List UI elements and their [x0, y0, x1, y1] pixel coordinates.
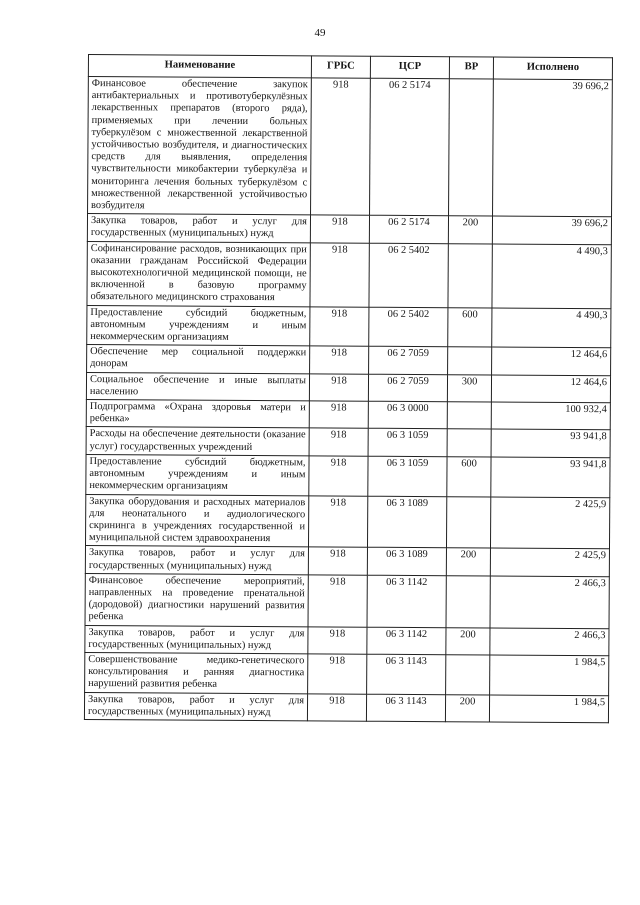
- row-grbs-cell: 918: [309, 401, 368, 429]
- row-executed-cell: 2 466,3: [490, 576, 609, 629]
- row-executed-cell: 93 941,8: [491, 457, 610, 497]
- table-row: [86, 427, 610, 458]
- row-grbs-cell: 918: [310, 243, 369, 307]
- header-csr: ЦСР: [370, 56, 449, 78]
- row-csr-cell: 06 3 1089: [367, 548, 446, 576]
- table-row: [85, 494, 609, 549]
- row-executed-cell: 2 425,9: [490, 496, 609, 549]
- row-vr-cell: 200: [446, 627, 490, 655]
- row-csr-cell: 06 3 1089: [367, 496, 446, 548]
- row-name-cell: Обеспечение мер социальной поддержки донорам: [87, 345, 310, 374]
- row-vr-cell: [446, 496, 490, 548]
- row-name-cell: Закупка товаров, работ и услуг для государственных (муниципальных) нужд: [87, 214, 310, 243]
- table-row: [85, 652, 609, 695]
- row-name-cell: Совершенствование медико-генетического консультирования и ранняя диагностика нарушений развития ребенка: [85, 652, 308, 693]
- row-grbs-cell: 918: [308, 495, 367, 547]
- row-vr-cell: 600: [447, 457, 491, 497]
- table-row: [86, 454, 610, 497]
- row-executed-cell: 4 490,3: [492, 308, 611, 348]
- row-vr-cell: 300: [447, 374, 491, 402]
- row-vr-cell: [448, 347, 492, 375]
- row-name-cell: Финансовое обеспечение мероприятий, направленных на проведение пренатальной (дородовой) диагностики нарушений развития ребенка: [85, 573, 308, 626]
- row-executed-cell: 2 466,3: [490, 627, 609, 655]
- row-grbs-cell: 918: [309, 456, 368, 496]
- row-executed-cell: 2 425,9: [490, 548, 609, 576]
- table-row: [84, 692, 608, 723]
- row-executed-cell: 12 464,6: [492, 347, 611, 375]
- row-executed-cell: 39 696,2: [493, 79, 613, 217]
- row-csr-cell: 06 3 1142: [367, 627, 446, 655]
- table-row: [88, 77, 613, 217]
- row-vr-cell: 600: [448, 307, 492, 347]
- row-grbs-cell: 918: [307, 693, 366, 721]
- table-row: [87, 214, 611, 245]
- row-grbs-cell: 918: [308, 626, 367, 654]
- row-grbs-cell: 918: [310, 215, 369, 243]
- row-vr-cell: [446, 655, 490, 695]
- header-name: Наименование: [88, 55, 311, 78]
- table-row: [86, 400, 610, 431]
- row-grbs-cell: 918: [308, 654, 367, 694]
- row-csr-cell: 06 3 1143: [366, 694, 445, 722]
- table-row: [87, 305, 611, 348]
- row-csr-cell: 06 3 0000: [368, 401, 447, 429]
- row-name-cell: Социальное обеспечение и иные выплаты населению: [86, 372, 309, 401]
- row-csr-cell: 06 2 5174: [370, 78, 450, 216]
- row-name-cell: Расходы на обеспечение деятельности (оказание услуг) государственных учреждений: [86, 427, 309, 456]
- row-executed-cell: 100 932,4: [491, 402, 610, 430]
- row-grbs-cell: 918: [310, 346, 369, 374]
- row-vr-cell: [446, 575, 490, 627]
- table-row: [85, 573, 609, 628]
- row-csr-cell: 06 2 7059: [369, 346, 448, 374]
- row-name-cell: Софинансирование расходов, возникающих при оказании гражданам Российской Федерации высокотехнологичной медицинской помощи, не включенной в базовую программу обязательного медицинского страхования: [87, 241, 310, 306]
- table-row: [86, 372, 610, 403]
- row-csr-cell: 06 3 1059: [368, 429, 447, 457]
- row-grbs-cell: 918: [308, 575, 367, 627]
- row-vr-cell: [447, 402, 491, 430]
- row-name-cell: Закупка товаров, работ и услуг для государственных (муниципальных) нужд: [85, 546, 308, 575]
- row-name-cell: Подпрограмма «Охрана здоровья матери и ребенка»: [86, 400, 309, 429]
- row-csr-cell: 06 2 5402: [369, 307, 448, 347]
- row-vr-cell: 200: [446, 548, 490, 576]
- row-name-cell: Предоставление субсидий бюджетным, автономным учреждениям и иным некоммерческим организациям: [87, 305, 310, 346]
- row-grbs-cell: 918: [310, 307, 369, 347]
- page-number: 49: [314, 27, 326, 39]
- table-header-row: [88, 55, 612, 80]
- header-executed: Исполнено: [493, 57, 612, 80]
- row-grbs-cell: 918: [309, 374, 368, 402]
- row-executed-cell: 1 984,5: [489, 695, 608, 723]
- table-row: [87, 345, 611, 376]
- row-vr-cell: 200: [448, 216, 492, 244]
- table-row: [87, 241, 611, 308]
- row-vr-cell: [449, 79, 494, 217]
- row-name-cell: Закупка товаров, работ и услуг для государственных (муниципальных) нужд: [85, 625, 308, 654]
- row-name-cell: Предоставление субсидий бюджетным, автономным учреждениям и иным некоммерческим организациям: [86, 454, 309, 495]
- row-grbs-cell: 918: [311, 78, 371, 216]
- row-vr-cell: [447, 429, 491, 457]
- table-row: [85, 546, 609, 577]
- row-csr-cell: 06 2 7059: [368, 374, 447, 402]
- row-name-cell: Закупка товаров, работ и услуг для государственных (муниципальных) нужд: [84, 692, 307, 721]
- row-csr-cell: 06 3 1143: [367, 654, 446, 694]
- row-grbs-cell: 918: [308, 547, 367, 575]
- row-csr-cell: 06 2 5174: [369, 215, 448, 243]
- row-name-cell: Закупка оборудования и расходных материалов для неонатального и аудиологического скрининга в учреждениях государственной и муниципальной систем здравоохранения: [85, 494, 308, 547]
- row-executed-cell: 12 464,6: [491, 375, 610, 403]
- row-grbs-cell: 918: [309, 428, 368, 456]
- row-name-cell: Финансовое обеспечение закупок антибактериальных и противотуберкулёзных лекарственных препаратов (второго ряда), применяемых при лечении больных туберкулёзом с множественной лекарственной устойчивостью возбудителя, и диагностических средств для выявления, определения чувствительности микобактерии туберкулёза и мониторинга лечения больных туберкулёзом с множественной лекарственной устойчивостью возбудителя: [88, 77, 312, 216]
- table-row: [85, 625, 609, 656]
- budget-execution-table: [84, 54, 613, 723]
- row-executed-cell: 4 490,3: [492, 244, 611, 309]
- row-vr-cell: 200: [445, 694, 489, 722]
- header-grbs: ГРБС: [311, 56, 370, 78]
- row-csr-cell: 06 2 5402: [369, 243, 448, 307]
- row-executed-cell: 93 941,8: [491, 429, 610, 457]
- row-executed-cell: 39 696,2: [492, 216, 611, 244]
- row-csr-cell: 06 3 1142: [367, 575, 446, 627]
- header-vr: ВР: [449, 57, 493, 79]
- row-vr-cell: [448, 243, 492, 307]
- row-csr-cell: 06 3 1059: [368, 456, 447, 496]
- row-executed-cell: 1 984,5: [490, 655, 609, 695]
